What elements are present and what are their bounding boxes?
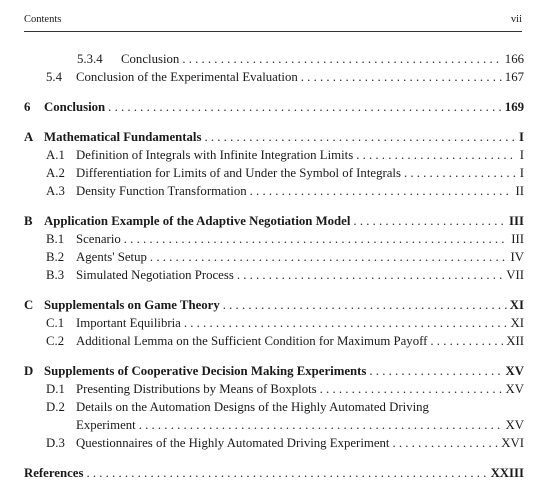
toc-entry-number: C.2 bbox=[46, 334, 65, 348]
toc-chapter-page: XV bbox=[505, 364, 524, 378]
toc-entry-b-3[interactable] bbox=[24, 266, 524, 284]
toc-entry-title: Differentiation for Limits of and Under the Symbol of Integrals bbox=[76, 166, 401, 180]
toc-appendix-c[interactable] bbox=[24, 296, 524, 314]
toc-entry-title: Conclusion of the Experimental Evaluation bbox=[76, 70, 298, 84]
toc-chapter-title: Conclusion bbox=[44, 100, 106, 114]
dot-leader bbox=[150, 248, 508, 266]
toc-entry-d-3[interactable] bbox=[24, 434, 524, 452]
dot-leader bbox=[320, 380, 503, 398]
toc-chapter-number: D bbox=[24, 364, 34, 378]
running-head-section: Contents bbox=[24, 14, 62, 25]
toc-entry-d-2[interactable] bbox=[24, 398, 524, 416]
toc-entry-title: Scenario bbox=[76, 232, 121, 246]
toc-entry-number: B.1 bbox=[46, 232, 65, 246]
dot-leader bbox=[108, 98, 502, 116]
toc-entry-5-3-4[interactable] bbox=[24, 50, 524, 68]
dot-leader bbox=[182, 50, 501, 68]
table-of-contents bbox=[24, 50, 524, 482]
toc-entry-d-1[interactable] bbox=[24, 380, 524, 398]
toc-entry-page: XII bbox=[506, 334, 524, 348]
toc-entry-number: A.2 bbox=[46, 166, 65, 180]
toc-chapter-number: C bbox=[24, 298, 34, 312]
toc-references-title: References bbox=[24, 466, 84, 480]
toc-entry-number: D.2 bbox=[46, 400, 65, 414]
toc-entry-title: Definition of Integrals with Infinite Integration Limits bbox=[76, 148, 354, 162]
toc-entry-a-2[interactable] bbox=[24, 164, 524, 182]
toc-entry-page: VII bbox=[506, 268, 524, 282]
toc-entry-number: B.2 bbox=[46, 250, 65, 264]
running-head bbox=[24, 14, 522, 30]
toc-references-page: XXIII bbox=[490, 466, 524, 480]
toc-chapter-page: III bbox=[509, 214, 524, 228]
header-rule bbox=[24, 31, 522, 32]
dot-leader bbox=[223, 296, 507, 314]
toc-entry-number: A.1 bbox=[46, 148, 65, 162]
dot-leader bbox=[86, 464, 487, 482]
toc-entry-page: XVI bbox=[501, 436, 524, 450]
toc-entry-5-4[interactable] bbox=[24, 68, 524, 86]
toc-appendix-b[interactable] bbox=[24, 212, 524, 230]
toc-chapter-page: I bbox=[519, 130, 524, 144]
toc-entry-page: II bbox=[515, 184, 524, 198]
toc-entry-page: I bbox=[519, 166, 524, 180]
toc-entry-number: C.1 bbox=[46, 316, 65, 330]
toc-entry-page: 166 bbox=[504, 52, 524, 66]
toc-chapter-number: 6 bbox=[24, 100, 31, 114]
toc-entry-number: A.3 bbox=[46, 184, 65, 198]
toc-entry-c-2[interactable] bbox=[24, 332, 524, 350]
toc-entry-page: 167 bbox=[504, 70, 524, 84]
toc-entry-title: Additional Lemma on the Sufficient Condition for Maximum Payoff bbox=[76, 334, 428, 348]
toc-entry-title: Simulated Negotiation Process bbox=[76, 268, 234, 282]
toc-entry-number: B.3 bbox=[46, 268, 65, 282]
running-head-page-number: vii bbox=[510, 14, 522, 25]
toc-entry-number: D.3 bbox=[46, 436, 65, 450]
toc-entry-title-line-2: Experiment bbox=[76, 418, 136, 432]
toc-entry-number: 5.4 bbox=[46, 70, 62, 84]
toc-entry-page: IV bbox=[510, 250, 524, 264]
toc-chapter-title: Mathematical Fundamentals bbox=[44, 130, 202, 144]
toc-entry-title-line-1: Details on the Automation Designs of the Highly Automated Driving bbox=[76, 400, 429, 414]
toc-entry-title: Questionnaires of the Highly Automated Driving Experiment bbox=[76, 436, 390, 450]
dot-leader bbox=[353, 212, 506, 230]
toc-entry-number: 5.3.4 bbox=[77, 52, 103, 66]
dot-leader bbox=[184, 314, 508, 332]
toc-chapter-number: B bbox=[24, 214, 33, 228]
dot-leader bbox=[139, 416, 503, 434]
toc-chapter-title: Supplementals on Game Theory bbox=[44, 298, 220, 312]
toc-entry-number: D.1 bbox=[46, 382, 65, 396]
dot-leader bbox=[250, 182, 513, 200]
toc-entry-b-1[interactable] bbox=[24, 230, 524, 248]
toc-chapter-page: 169 bbox=[504, 100, 524, 114]
dot-leader bbox=[430, 332, 503, 350]
toc-chapter-page: XI bbox=[509, 298, 524, 312]
toc-entry-page: I bbox=[519, 148, 524, 162]
toc-entry-c-1[interactable] bbox=[24, 314, 524, 332]
dot-leader bbox=[404, 164, 517, 182]
toc-chapter-title: Application Example of the Adaptive Negotiation Model bbox=[44, 214, 351, 228]
toc-appendix-a[interactable] bbox=[24, 128, 524, 146]
toc-references[interactable] bbox=[24, 464, 524, 482]
toc-entry-page: III bbox=[511, 232, 524, 246]
toc-entry-page: XV bbox=[505, 418, 524, 432]
dot-leader bbox=[356, 146, 517, 164]
toc-chapter-number: A bbox=[24, 130, 34, 144]
toc-chapter-6[interactable] bbox=[24, 98, 524, 116]
toc-entry-page: XI bbox=[510, 316, 524, 330]
dot-leader bbox=[124, 230, 508, 248]
toc-entry-d-2-continued[interactable] bbox=[24, 416, 524, 434]
toc-entry-title: Presenting Distributions by Means of Boxplots bbox=[76, 382, 317, 396]
toc-entry-a-3[interactable] bbox=[24, 182, 524, 200]
dot-leader bbox=[204, 128, 516, 146]
toc-entry-title: Important Equilibria bbox=[76, 316, 181, 330]
dot-leader bbox=[369, 362, 502, 380]
toc-entry-title: Agents' Setup bbox=[76, 250, 147, 264]
toc-entry-title: Density Function Transformation bbox=[76, 184, 247, 198]
toc-appendix-d[interactable] bbox=[24, 362, 524, 380]
dot-leader bbox=[392, 434, 498, 452]
dot-leader bbox=[237, 266, 503, 284]
toc-chapter-title: Supplements of Cooperative Decision Making Experiments bbox=[44, 364, 367, 378]
toc-entry-title: Conclusion bbox=[121, 52, 180, 66]
toc-entry-page: XV bbox=[505, 382, 524, 396]
dot-leader bbox=[301, 68, 502, 86]
toc-entry-a-1[interactable] bbox=[24, 146, 524, 164]
toc-entry-b-2[interactable] bbox=[24, 248, 524, 266]
